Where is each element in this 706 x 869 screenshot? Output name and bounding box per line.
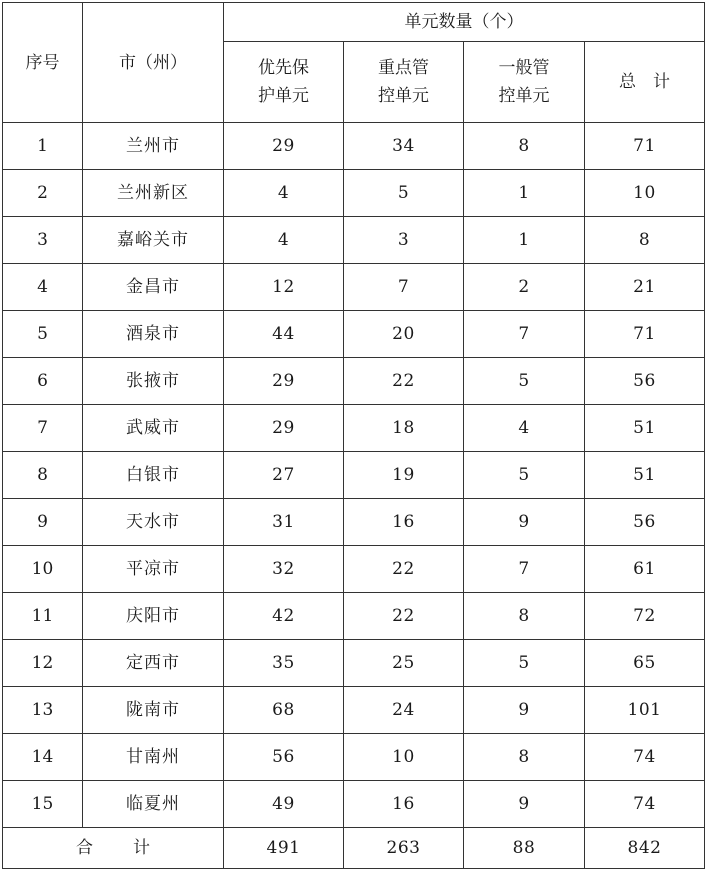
- cell-general: 8: [464, 593, 585, 640]
- cell-priority: 32: [224, 546, 344, 593]
- cell-key: 20: [344, 311, 464, 358]
- header-key-line1: 重点管: [378, 58, 429, 78]
- cell-key: 22: [344, 593, 464, 640]
- header-unit-count: 单元数量（个）: [224, 3, 705, 42]
- summary-priority: 491: [224, 828, 344, 869]
- cell-total: 61: [585, 546, 705, 593]
- header-general-control: [464, 42, 585, 123]
- header-total: 总 计: [585, 42, 705, 123]
- cell-key: 19: [344, 452, 464, 499]
- table-row: [3, 452, 705, 499]
- cell-total: 65: [585, 640, 705, 687]
- table-row: [3, 264, 705, 311]
- cell-seq: 14: [3, 734, 83, 781]
- cell-total: 10: [585, 170, 705, 217]
- header-seq: 序号: [3, 3, 83, 123]
- cell-city: 兰州市: [83, 123, 224, 170]
- cell-priority: 35: [224, 640, 344, 687]
- cell-city: 庆阳市: [83, 593, 224, 640]
- table-body: [3, 123, 705, 828]
- cell-priority: 31: [224, 499, 344, 546]
- cell-general: 1: [464, 217, 585, 264]
- cell-priority: 29: [224, 123, 344, 170]
- cell-priority: 42: [224, 593, 344, 640]
- cell-general: 8: [464, 734, 585, 781]
- cell-city: 武威市: [83, 405, 224, 452]
- cell-priority: 56: [224, 734, 344, 781]
- cell-priority: 44: [224, 311, 344, 358]
- cell-key: 22: [344, 546, 464, 593]
- cell-general: 1: [464, 170, 585, 217]
- cell-general: 7: [464, 546, 585, 593]
- cell-key: 22: [344, 358, 464, 405]
- cell-seq: 7: [3, 405, 83, 452]
- cell-priority: 29: [224, 405, 344, 452]
- table-row: [3, 499, 705, 546]
- cell-key: 18: [344, 405, 464, 452]
- cell-key: 34: [344, 123, 464, 170]
- cell-city: 金昌市: [83, 264, 224, 311]
- summary-row: [3, 828, 705, 869]
- table-row: [3, 781, 705, 828]
- table-wrapper: [2, 2, 705, 869]
- summary-general: 88: [464, 828, 585, 869]
- cell-seq: 8: [3, 452, 83, 499]
- cell-seq: 9: [3, 499, 83, 546]
- cell-key: 16: [344, 499, 464, 546]
- cell-seq: 11: [3, 593, 83, 640]
- cell-general: 5: [464, 452, 585, 499]
- cell-seq: 12: [3, 640, 83, 687]
- cell-seq: 6: [3, 358, 83, 405]
- cell-city: 甘南州: [83, 734, 224, 781]
- cell-city: 平凉市: [83, 546, 224, 593]
- cell-general: 4: [464, 405, 585, 452]
- table-row: [3, 217, 705, 264]
- header-city: 市（州）: [83, 3, 224, 123]
- cell-seq: 5: [3, 311, 83, 358]
- cell-total: 56: [585, 499, 705, 546]
- cell-general: 5: [464, 358, 585, 405]
- cell-key: 7: [344, 264, 464, 311]
- header-priority-line2: 护单元: [258, 86, 309, 106]
- table-row: [3, 593, 705, 640]
- cell-seq: 4: [3, 264, 83, 311]
- cell-seq: 2: [3, 170, 83, 217]
- cell-key: 16: [344, 781, 464, 828]
- cell-priority: 29: [224, 358, 344, 405]
- cell-priority: 68: [224, 687, 344, 734]
- summary-total: 842: [585, 828, 705, 869]
- table-row: [3, 358, 705, 405]
- management-unit-table: [2, 2, 705, 869]
- header-priority-protection: [224, 42, 344, 123]
- cell-general: 8: [464, 123, 585, 170]
- cell-city: 白银市: [83, 452, 224, 499]
- table-row: [3, 123, 705, 170]
- cell-total: 51: [585, 452, 705, 499]
- cell-key: 10: [344, 734, 464, 781]
- cell-total: 74: [585, 734, 705, 781]
- cell-city: 嘉峪关市: [83, 217, 224, 264]
- header-key-line2: 控单元: [378, 86, 429, 106]
- cell-total: 51: [585, 405, 705, 452]
- cell-priority: 12: [224, 264, 344, 311]
- table-row: [3, 405, 705, 452]
- cell-general: 9: [464, 687, 585, 734]
- table-row: [3, 687, 705, 734]
- cell-key: 24: [344, 687, 464, 734]
- header-key-control: [344, 42, 464, 123]
- cell-key: 3: [344, 217, 464, 264]
- cell-general: 9: [464, 499, 585, 546]
- cell-priority: 4: [224, 217, 344, 264]
- table-row: [3, 170, 705, 217]
- cell-city: 临夏州: [83, 781, 224, 828]
- cell-key: 25: [344, 640, 464, 687]
- cell-city: 天水市: [83, 499, 224, 546]
- cell-seq: 1: [3, 123, 83, 170]
- header-general-line2: 控单元: [498, 86, 550, 106]
- cell-general: 2: [464, 264, 585, 311]
- header-row-1: [3, 3, 705, 42]
- cell-total: 71: [585, 311, 705, 358]
- cell-total: 21: [585, 264, 705, 311]
- cell-priority: 4: [224, 170, 344, 217]
- table-row: [3, 640, 705, 687]
- summary-key: 263: [344, 828, 464, 869]
- cell-general: 5: [464, 640, 585, 687]
- cell-city: 兰州新区: [83, 170, 224, 217]
- table-row: [3, 546, 705, 593]
- cell-city: 张掖市: [83, 358, 224, 405]
- cell-seq: 10: [3, 546, 83, 593]
- cell-seq: 15: [3, 781, 83, 828]
- cell-city: 陇南市: [83, 687, 224, 734]
- cell-total: 8: [585, 217, 705, 264]
- cell-total: 101: [585, 687, 705, 734]
- header-general-line1: 一般管: [498, 58, 550, 78]
- cell-total: 56: [585, 358, 705, 405]
- summary-label-text: 合计: [76, 838, 190, 858]
- table-row: [3, 311, 705, 358]
- cell-total: 74: [585, 781, 705, 828]
- cell-priority: 49: [224, 781, 344, 828]
- cell-general: 7: [464, 311, 585, 358]
- cell-seq: 3: [3, 217, 83, 264]
- cell-total: 72: [585, 593, 705, 640]
- cell-city: 酒泉市: [83, 311, 224, 358]
- cell-seq: 13: [3, 687, 83, 734]
- cell-key: 5: [344, 170, 464, 217]
- cell-total: 71: [585, 123, 705, 170]
- cell-priority: 27: [224, 452, 344, 499]
- summary-label: [3, 828, 224, 869]
- cell-general: 9: [464, 781, 585, 828]
- header-priority-line1: 优先保: [258, 58, 309, 78]
- cell-city: 定西市: [83, 640, 224, 687]
- table-row: [3, 734, 705, 781]
